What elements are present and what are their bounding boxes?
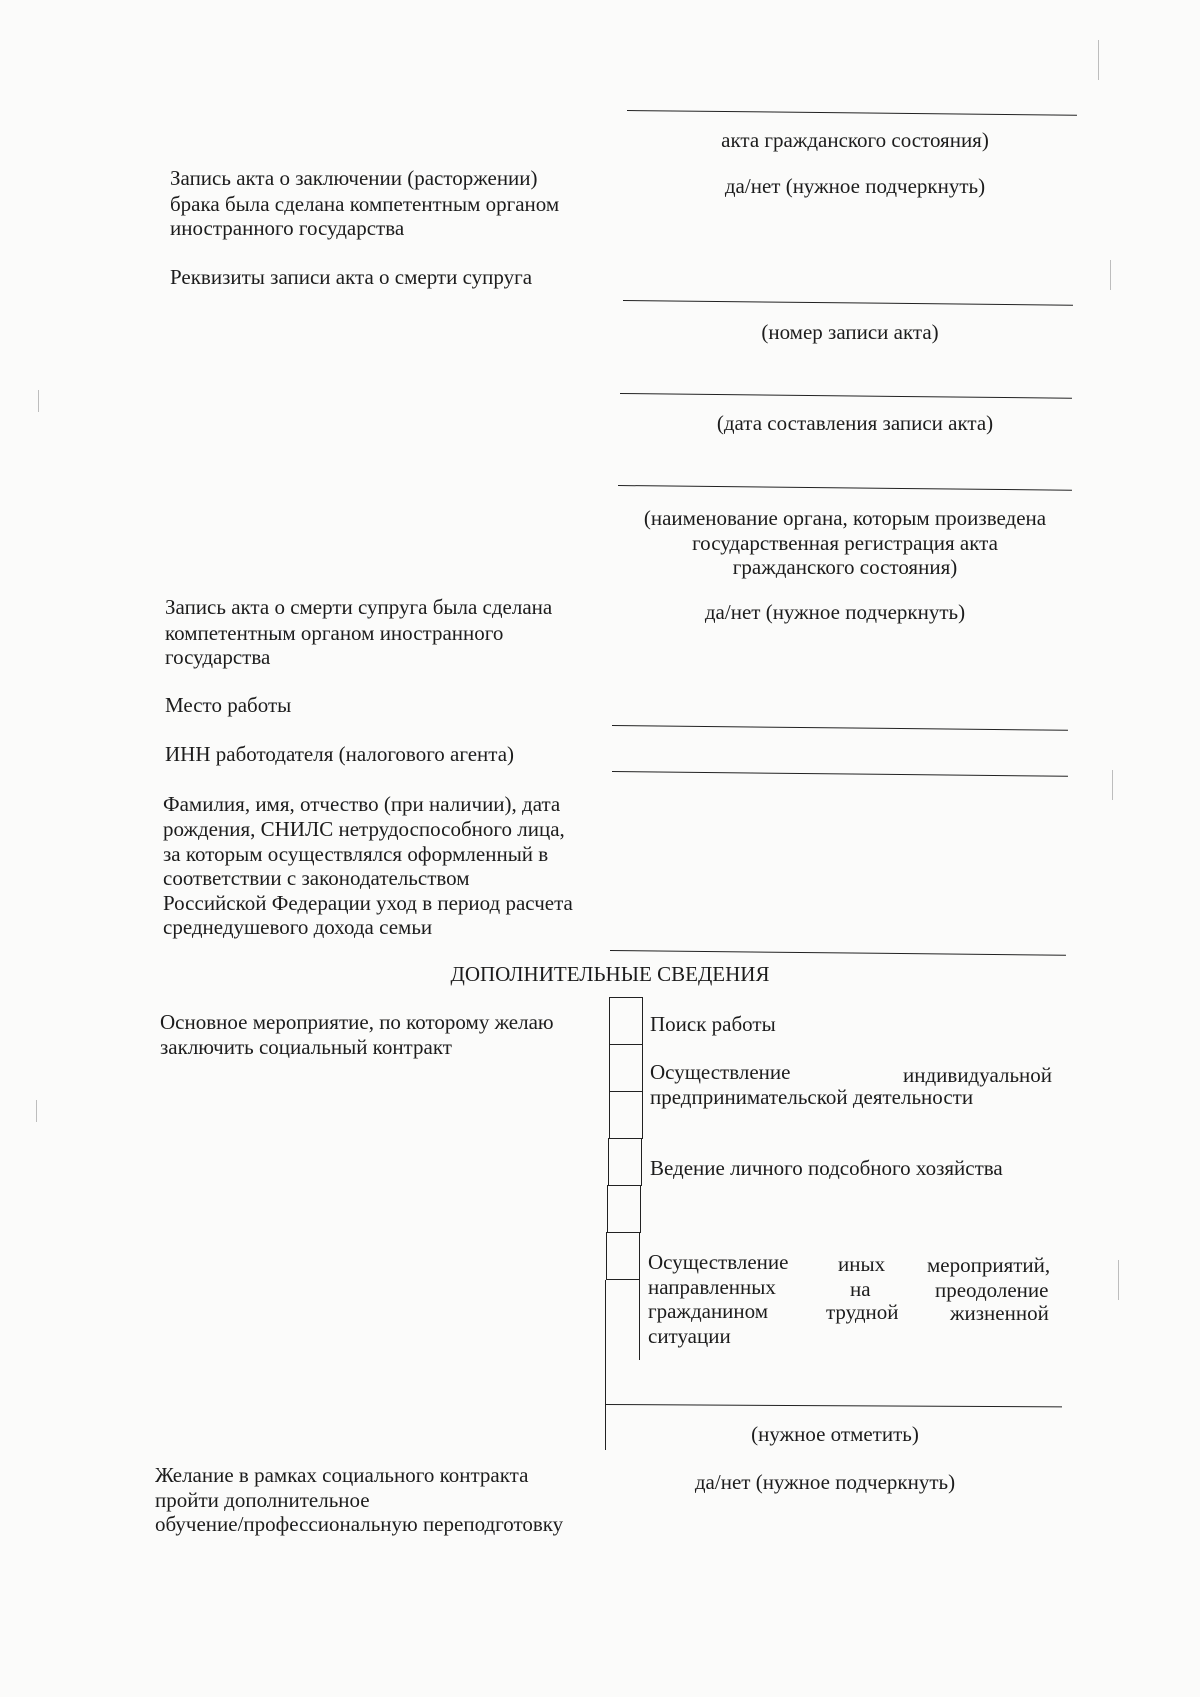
option-other-l1-w1[interactable]: Осуществление [648,1250,789,1274]
marriage-foreign-label-1: Запись акта о заключении (расторжении) [170,166,538,190]
option-other-l2-w1[interactable]: направленных [648,1275,776,1299]
authority-caption-2: государственная регистрация акта [692,531,998,555]
scan-mark [1098,40,1099,80]
registry-underline [627,110,1077,116]
record-number-caption: (номер записи акта) [761,320,939,344]
checkbox-entrepreneur[interactable] [609,1044,643,1092]
scan-mark [36,1100,37,1122]
options-bottom-line [605,1404,1062,1407]
record-authority-field[interactable] [618,485,1072,491]
option-other-l1-w2[interactable]: иных [838,1252,886,1276]
option-job-search[interactable]: Поиск работы [650,1012,776,1036]
death-foreign-label-3: государства [165,645,271,669]
record-date-caption: (дата составления записи акта) [716,411,994,435]
training-label-1: Желание в рамках социального контракта [155,1463,529,1487]
scan-mark [1110,260,1111,290]
option-other-l3-w2[interactable]: трудной [826,1300,899,1324]
option-other-l3-w3[interactable]: жизненной [950,1301,1049,1325]
checkbox-entrepreneur-extra[interactable] [609,1091,643,1139]
workplace-label: Место работы [165,693,292,717]
care-label-4: соответствии с законодательством [163,866,470,890]
care-label-5: Российской Федерации уход в период расчета [163,891,573,915]
authority-caption-1: (наименование органа, которым произведена [643,506,1047,530]
employer-inn-label: ИНН работодателя (налогового агента) [165,742,515,766]
option-entrepreneur-word-2[interactable]: индивидуальной [903,1063,1052,1087]
training-label-3: обучение/профессиональную переподготовку [155,1512,564,1536]
care-label-3: за которым осуществлялся оформленный в [163,842,549,866]
checkbox-column-edge [639,1280,640,1360]
checkbox-job-search[interactable] [609,997,643,1045]
workplace-field[interactable] [612,725,1068,731]
scan-mark [1112,770,1113,800]
section-heading: ДОПОЛНИТЕЛЬНЫЕ СВЕДЕНИЯ [450,962,770,986]
activity-label-1: Основное мероприятие, по которому желаю [160,1010,554,1034]
option-other-l3-w1[interactable]: гражданином [648,1299,769,1323]
scan-mark [38,390,39,412]
training-label-2: пройти дополнительное [155,1488,370,1512]
left-table-border [605,1280,606,1450]
mark-caption: (нужное отметить) [751,1422,919,1446]
death-foreign-label-2: компетентным органом иностранного [165,621,504,645]
registry-caption: акта гражданского состояния) [721,128,989,152]
activity-label-2: заключить социальный контракт [160,1035,452,1059]
marriage-foreign-label-2: брака была сделана компетентным органом [170,192,560,216]
spouse-death-label: Реквизиты записи акта о смерти супруга [170,265,533,289]
checkbox-other[interactable] [606,1232,640,1280]
employer-inn-field[interactable] [612,771,1068,777]
marriage-foreign-value[interactable]: да/нет (нужное подчеркнуть) [724,174,986,198]
option-other-line-4[interactable]: ситуации [648,1324,731,1348]
checkbox-household-extra[interactable] [607,1185,641,1233]
option-other-l2-w3[interactable]: преодоление [935,1278,1049,1302]
record-number-field[interactable] [623,300,1073,306]
death-foreign-value[interactable]: да/нет (нужное подчеркнуть) [704,600,966,624]
authority-caption-3: гражданского состояния) [732,555,958,579]
option-entrepreneur-line-2[interactable]: предпринимательской деятельности [650,1085,974,1109]
care-label-2: рождения, СНИЛС нетрудоспособного лица, [163,817,565,841]
training-value[interactable]: да/нет (нужное подчеркнуть) [694,1470,956,1494]
record-date-field[interactable] [620,393,1072,399]
option-other-l2-w2[interactable]: на [850,1277,871,1301]
care-label-1: Фамилия, имя, отчество (при наличии), дата [163,792,561,816]
death-foreign-label-1: Запись акта о смерти супруга была сделана [165,595,553,619]
scan-mark [1118,1260,1119,1300]
care-field[interactable] [610,950,1066,956]
option-entrepreneur-word-1[interactable]: Осуществление [650,1060,791,1084]
marriage-foreign-label-3: иностранного государства [170,216,405,240]
checkbox-household[interactable] [608,1138,642,1186]
option-household[interactable]: Ведение личного подсобного хозяйства [650,1156,1003,1180]
care-label-6: среднедушевого дохода семьи [163,915,433,939]
option-other-l1-w3[interactable]: мероприятий, [927,1253,1051,1277]
